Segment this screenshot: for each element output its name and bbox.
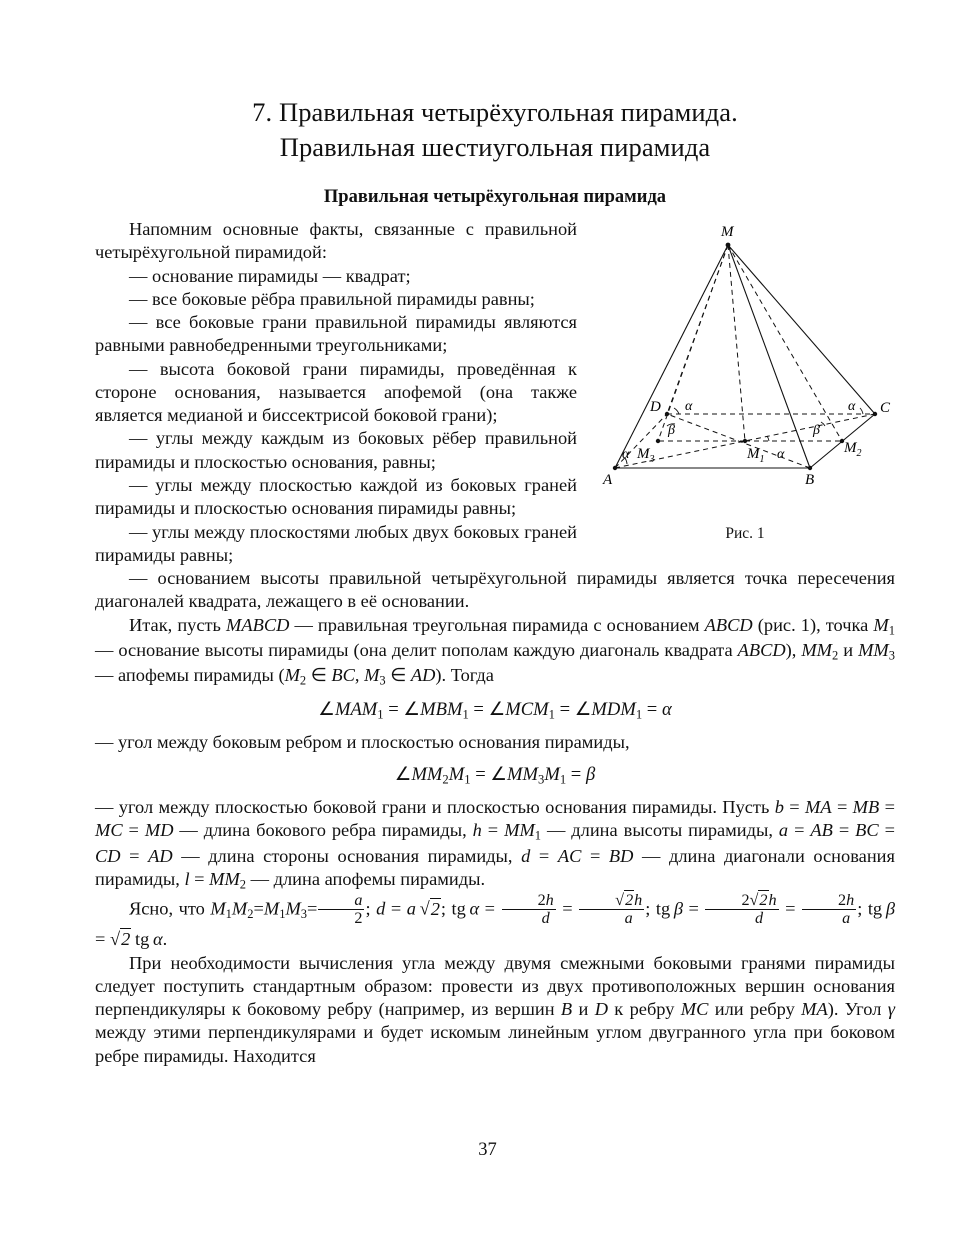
label-angle-beta-2: β — [813, 422, 820, 438]
label-angle-beta-1: β — [668, 422, 675, 438]
label-vertex-A: A — [603, 471, 613, 488]
paragraph-bullet-3: — все боковые грани правильной пирамиды являются равными равнобедренными треугольниками; — [95, 312, 577, 356]
figure-pyramid — [595, 218, 895, 543]
label-angle-alpha-1: α — [685, 398, 693, 414]
label-angle-alpha-2: α — [848, 398, 856, 414]
label-vertex-D: D — [650, 398, 661, 415]
label-point-M1: $M_1$ — [747, 445, 765, 465]
label-vertex-C: C — [880, 399, 891, 416]
page-title-line2: Правильная шестиугольная пирамида — [279, 131, 711, 162]
page-title — [95, 95, 895, 165]
formula-angles-alpha: $\angle MAM_1$ = $\angle MBM_1$ = $\angle MCM_1$ = $\angle MDM_1 = \alpha$ — [318, 698, 672, 722]
label-angle-alpha-4: α — [777, 446, 785, 462]
paragraph-bullet-7: — углы между плоскостями любых двух боковых граней пирамиды равны; — [95, 521, 577, 565]
paragraph-bullet-8: — основанием высоты правильной четырёхугольной пирамиды является точка пересечения диагоналей квадрата, лежащего в её основании. — [95, 568, 895, 612]
paragraph-bullet-6: — углы между плоскостью каждой из боковых граней пирамиды и плоскостью основания пирамиды равны; — [95, 475, 577, 519]
label-point-M3: $M_3$ — [637, 445, 655, 465]
paragraph-bullet-2: — все боковые рёбра правильной пирамиды равны; — [129, 288, 535, 309]
formula-angles-beta: $\angle MM_2M_1$ = $\angle MM_3M_1 = \beta$ — [394, 763, 596, 787]
paragraph-intro: Напомним основные факты, связанные с правильной четырёхугольной пирамидой: — [95, 218, 577, 263]
page-title-line1: 7. Правильная четырёхугольная пирамида. — [252, 97, 738, 127]
label-vertex-B: B — [805, 471, 815, 488]
label-point-M2: $M_2$ — [844, 439, 862, 459]
paragraph-bullet-4: — высота боковой грани пирамиды, проведённая к стороне основания, называется апофемой (она также является медианой и биссектрисой боковой грани); — [95, 358, 577, 426]
page-number: 37 — [478, 1140, 497, 1160]
page-content — [95, 95, 895, 1068]
paragraph-bullet-1: — основание пирамиды — квадрат; — [129, 265, 411, 286]
paragraph-itak: Итак, пусть MABCD — правильная треугольная пирамида с основанием ABCD (рис. 1), точка $M_1$ — основание высоты пирамиды (она делит пополам каждую диагональ квадрата ABCD), $MM_2$ и $MM_3$ — апофемы пирамиды ($M_2$ ∈ BC, $M_3$ ∈ AD). Тогда — [95, 614, 895, 688]
paragraph-yasno: Ясно, что $M_1M_2=M_1M_3=$ $\frac{a}{2}$ ; d = a √2; tg α = $\frac{2h}{d}$ = $\frac{√2h}{a}$ ; tg β = $\frac{2√2h}{d}$ = $\frac{2h}{a}$ ; tg β = √2 tg α. — [95, 891, 895, 950]
label-angle-alpha-3: α — [622, 446, 630, 462]
figure-caption: Рис. 1 — [725, 524, 765, 542]
section-heading: Правильная четырёхугольная пирамида — [323, 186, 667, 207]
pyramid-diagram — [595, 218, 895, 518]
paragraph-after-formula-1: — угол между боковым ребром и плоскостью основания пирамиды, — [95, 732, 630, 753]
paragraph-after-formula-2: — угол между плоскостью боковой грани и плоскостью основания пирамиды. Пусть b = MA = MB = MC = MD — длина бокового ребра пирамиды, $h = MM_1$ — длина высоты пирамиды, a = AB = BC = CD = AD — длина стороны основания пирамиды, d = AC = BD — длина диагонали основания пирамиды, $l = MM_2$ — длина апофемы пирамиды. — [95, 797, 895, 892]
paragraph-bullet-5: — углы между каждым из боковых рёбер правильной пирамиды и плоскостью основания, равны; — [95, 428, 577, 472]
paragraph-final: При необходимости вычисления угла между двумя смежными боковыми гранями пирамиды следует поступить стандартным образом: провести из двух противоположных вершин основания перпендикуляры к боковому ребру (например, из вершин B и D к ребру MC или ребру MA). Угол γ между этими перпендикулярами и будет искомым линейным углом двугранного угла при боковом ребре пирамиды. Находится — [95, 952, 895, 1066]
label-apex-M: M — [721, 223, 734, 240]
